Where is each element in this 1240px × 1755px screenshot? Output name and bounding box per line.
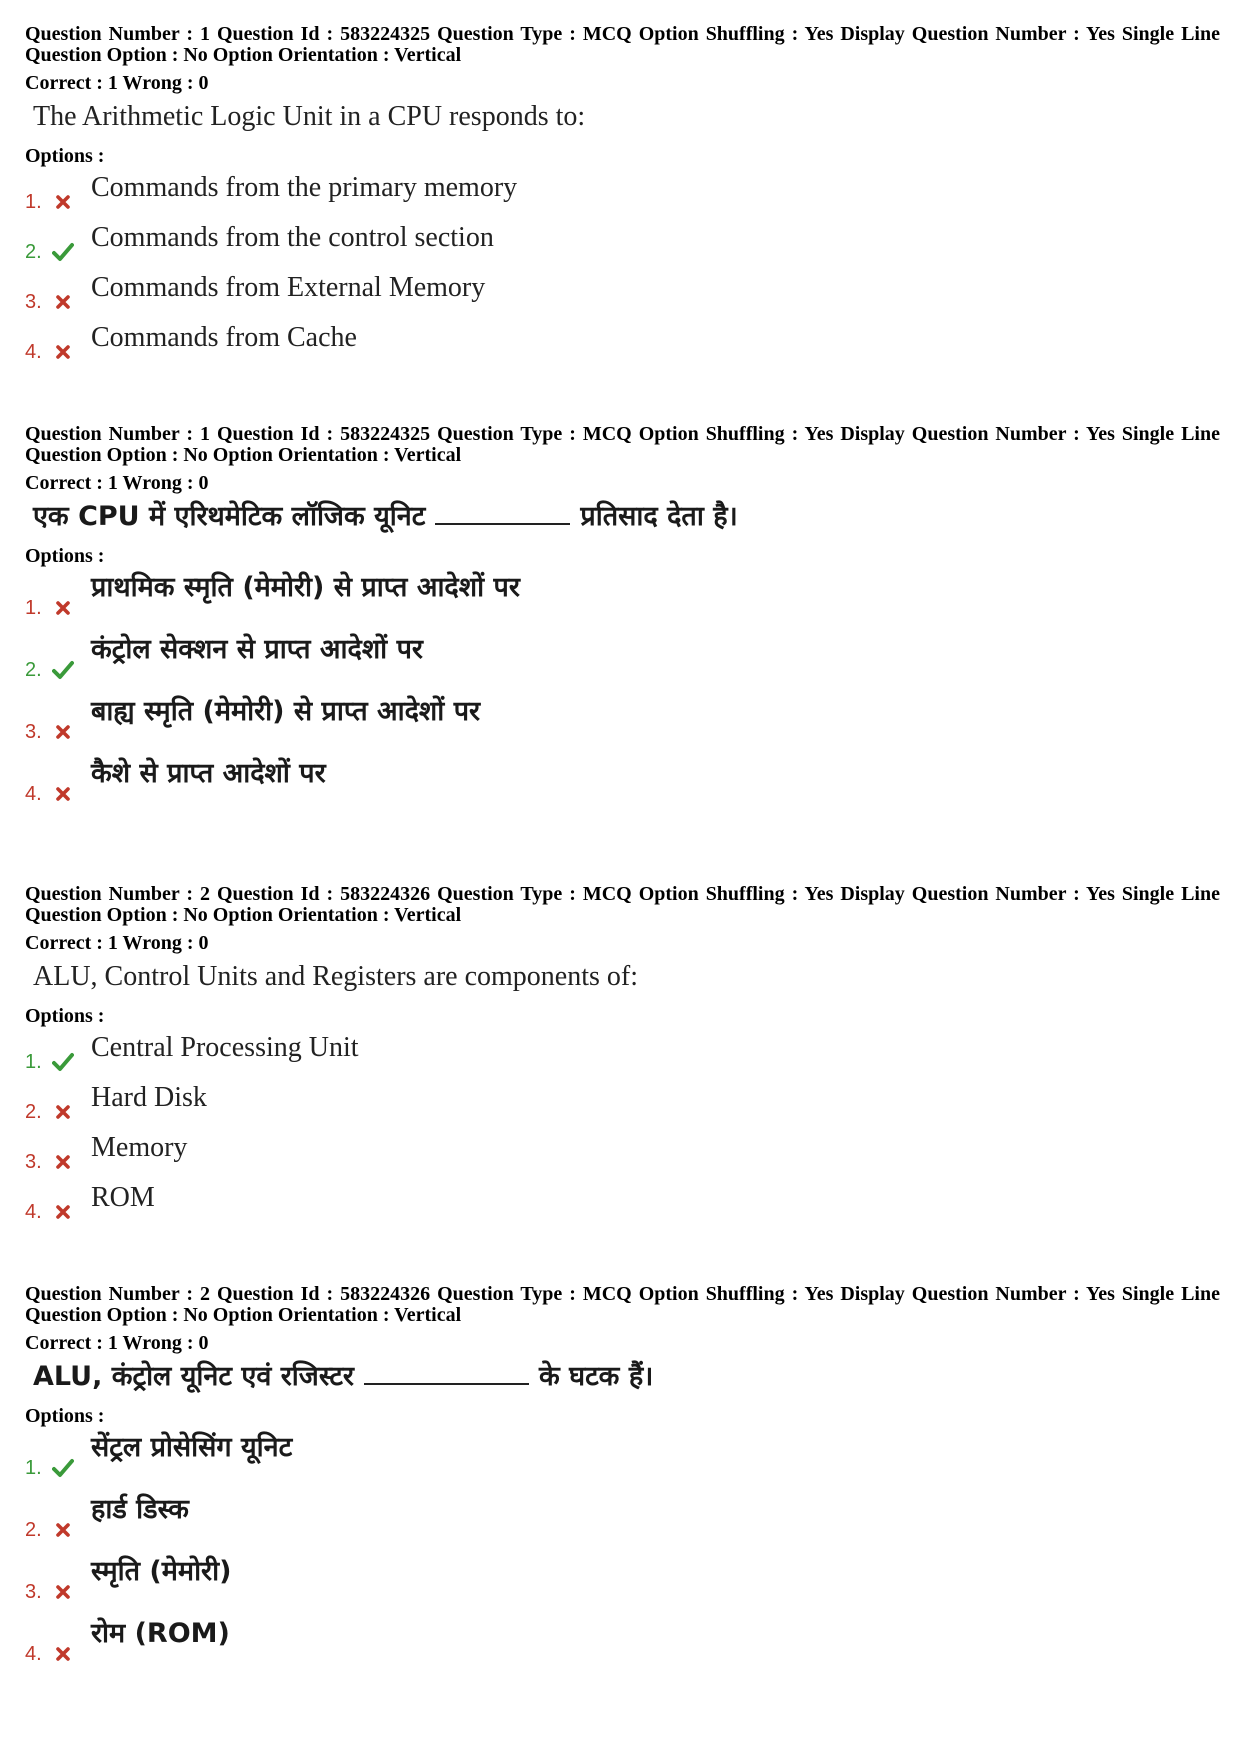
options-label: Options : — [25, 145, 105, 167]
option-item — [25, 1031, 1220, 1081]
option-number: 1. — [25, 597, 42, 619]
option-number: 4. — [25, 783, 42, 805]
option-number: 2. — [25, 241, 42, 263]
cross-icon — [52, 341, 74, 363]
question-block — [25, 24, 1220, 371]
options-list — [25, 1431, 1220, 1679]
cross-icon — [52, 1201, 74, 1223]
option-item — [25, 1617, 1220, 1679]
option-text: Commands from External Memory — [91, 272, 486, 303]
option-item — [25, 221, 1220, 271]
check-icon — [52, 659, 74, 681]
check-icon — [52, 241, 74, 263]
option-number: 3. — [25, 1151, 42, 1173]
cross-icon — [52, 1151, 74, 1173]
options-label: Options : — [25, 545, 105, 567]
question-text-after: के घटक हैं। — [538, 1361, 654, 1392]
options-list — [25, 171, 1220, 371]
option-text: सेंट्रल प्रोसेसिंग यूनिट — [91, 1432, 293, 1463]
option-text: Commands from the control section — [91, 222, 494, 253]
question-block — [25, 884, 1220, 1231]
option-text: हार्ड डिस्क — [91, 1494, 189, 1525]
option-item — [25, 633, 1220, 695]
question-meta: Question Number : 1 Question Id : 583224325 Question Type : MCQ Option Shuffling : Yes Display Question Number : Yes Single Line Question Option : No Option Orientation : Vertical — [25, 23, 1220, 66]
option-text: कैशे से प्राप्त आदेशों पर — [91, 758, 326, 789]
option-text: Central Processing Unit — [91, 1032, 359, 1063]
cross-icon — [52, 1519, 74, 1541]
question-meta: Question Number : 1 Question Id : 583224325 Question Type : MCQ Option Shuffling : Yes Display Question Number : Yes Single Line Question Option : No Option Orientation : Vertical — [25, 423, 1220, 466]
question-block — [25, 1284, 1220, 1679]
cross-icon — [52, 783, 74, 805]
option-item — [25, 1555, 1220, 1617]
question-text — [33, 1360, 1220, 1394]
option-number: 3. — [25, 1581, 42, 1603]
option-number: 1. — [25, 1457, 42, 1479]
question-text — [33, 500, 1220, 534]
option-number: 3. — [25, 721, 42, 743]
option-item — [25, 271, 1220, 321]
option-number: 4. — [25, 1201, 42, 1223]
blank-line — [364, 1383, 529, 1385]
option-text: Memory — [91, 1132, 188, 1163]
option-number: 1. — [25, 191, 42, 213]
cross-icon — [52, 1643, 74, 1665]
question-meta: Question Number : 2 Question Id : 583224326 Question Type : MCQ Option Shuffling : Yes Display Question Number : Yes Single Line Question Option : No Option Orientation : Vertical — [25, 883, 1220, 926]
option-item — [25, 1493, 1220, 1555]
question-text-before: एक CPU में एरिथमेटिक लॉजिक यूनिट — [33, 501, 426, 532]
option-text: कंट्रोल सेक्शन से प्राप्त आदेशों पर — [91, 634, 423, 665]
option-text: रोम (ROM) — [91, 1618, 230, 1649]
cross-icon — [52, 191, 74, 213]
check-icon — [52, 1051, 74, 1073]
option-text: ROM — [91, 1182, 155, 1213]
option-text: प्राथमिक स्मृति (मेमोरी) से प्राप्त आदेशों पर — [91, 572, 520, 603]
check-icon — [52, 1457, 74, 1479]
question-text: The Arithmetic Logic Unit in a CPU responds to: — [33, 101, 586, 132]
option-number: 1. — [25, 1051, 42, 1073]
option-item — [25, 1131, 1220, 1181]
option-number: 4. — [25, 341, 42, 363]
option-number: 4. — [25, 1643, 42, 1665]
question-block — [25, 424, 1220, 819]
cross-icon — [52, 597, 74, 619]
cross-icon — [52, 291, 74, 313]
question-score: Correct : 1 Wrong : 0 — [25, 472, 209, 494]
option-item — [25, 757, 1220, 819]
option-item — [25, 321, 1220, 371]
option-text: Hard Disk — [91, 1082, 207, 1113]
question-meta: Question Number : 2 Question Id : 583224326 Question Type : MCQ Option Shuffling : Yes Display Question Number : Yes Single Line Question Option : No Option Orientation : Vertical — [25, 1283, 1220, 1326]
option-number: 2. — [25, 659, 42, 681]
question-score: Correct : 1 Wrong : 0 — [25, 72, 209, 94]
options-label: Options : — [25, 1405, 105, 1427]
option-number: 3. — [25, 291, 42, 313]
option-item — [25, 171, 1220, 221]
option-item — [25, 695, 1220, 757]
options-label: Options : — [25, 1005, 105, 1027]
options-list — [25, 571, 1220, 819]
option-text: स्मृति (मेमोरी) — [91, 1556, 232, 1587]
options-list — [25, 1031, 1220, 1231]
question-text-after: प्रतिसाद देता है। — [580, 501, 738, 532]
cross-icon — [52, 1581, 74, 1603]
blank-line — [435, 523, 570, 525]
cross-icon — [52, 721, 74, 743]
question-text: ALU, Control Units and Registers are components of: — [33, 961, 639, 992]
option-text: बाह्य स्मृति (मेमोरी) से प्राप्त आदेशों पर — [91, 696, 481, 727]
option-item — [25, 1081, 1220, 1131]
option-item — [25, 571, 1220, 633]
option-text: Commands from Cache — [91, 322, 357, 353]
option-item — [25, 1181, 1220, 1231]
option-number: 2. — [25, 1101, 42, 1123]
option-number: 2. — [25, 1519, 42, 1541]
question-score: Correct : 1 Wrong : 0 — [25, 932, 209, 954]
question-score: Correct : 1 Wrong : 0 — [25, 1332, 209, 1354]
question-text-before: ALU, कंट्रोल यूनिट एवं रजिस्टर — [33, 1361, 354, 1392]
option-text: Commands from the primary memory — [91, 172, 518, 203]
option-item — [25, 1431, 1220, 1493]
cross-icon — [52, 1101, 74, 1123]
